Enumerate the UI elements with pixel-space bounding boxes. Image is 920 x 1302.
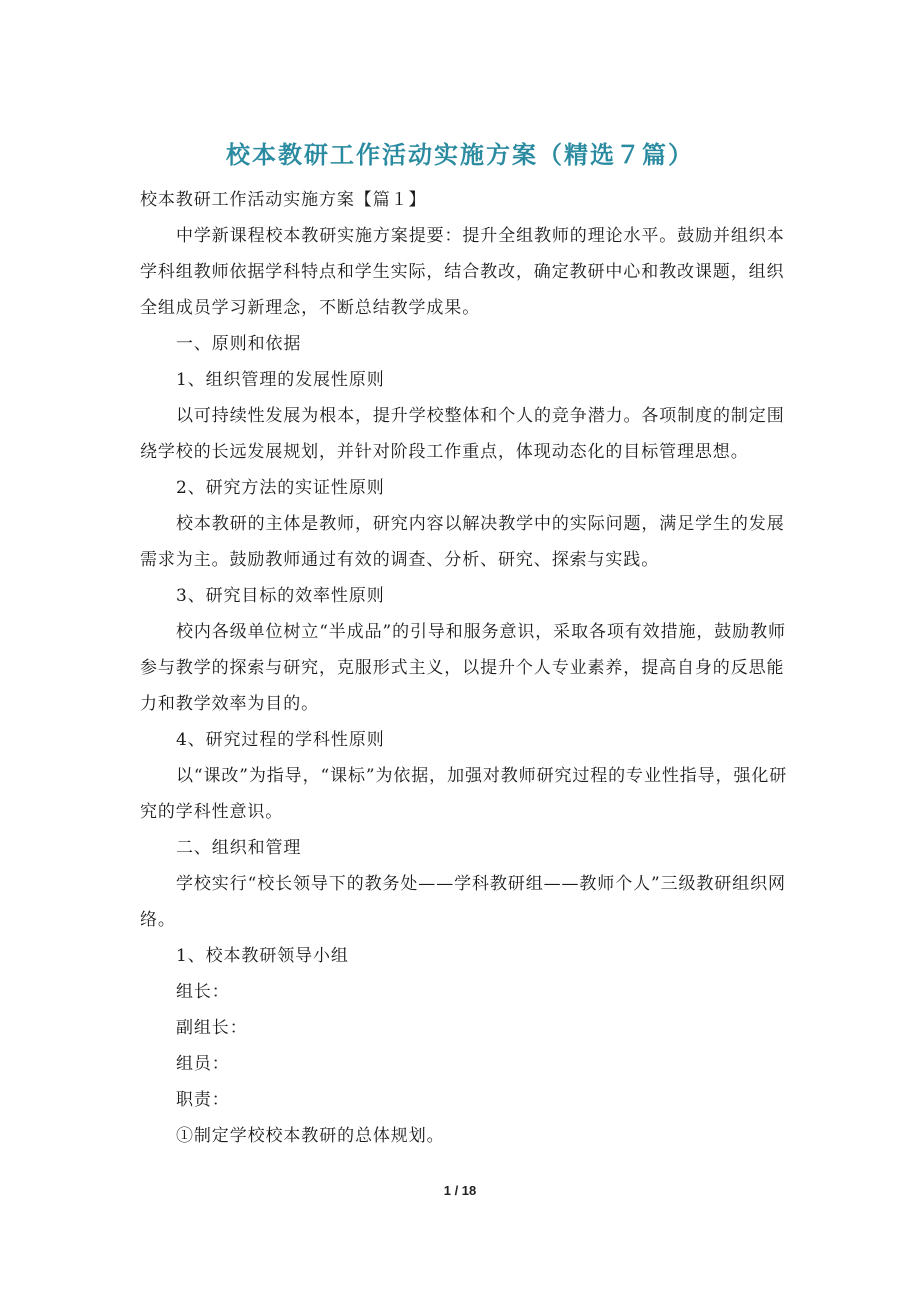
paragraph: 组长：	[176, 982, 230, 1002]
paragraph: 1、校本教研领导小组	[176, 946, 349, 966]
paragraph: 一、原则和依据	[176, 334, 302, 354]
paragraph: 以可持续性发展为根本，提升学校整体和个人的竞争潜力。各项制度的制定围绕学校的长远发展规划，并针对阶段工作重点，体现动态化的目标管理思想。	[140, 406, 785, 462]
paragraph: 3、研究目标的效率性原则	[176, 586, 385, 606]
page-number: 1 / 18	[443, 1183, 477, 1198]
paragraph: 职责：	[176, 1090, 230, 1110]
paragraph: 副组长：	[176, 1018, 248, 1038]
paragraph: 校本教研的主体是教师，研究内容以解决教学中的实际问题，满足学生的发展需求为主。鼓励教师通过有效的调查、分析、研究、探索与实践。	[140, 514, 785, 570]
paragraph: 校内各级单位树立“半成品”的引导和服务意识，采取各项有效措施，鼓励教师参与教学的探索与研究，克服形式主义，以提升个人专业素养，提高自身的反思能力和教学效率为目的。	[140, 622, 786, 714]
paragraph: ①制定学校校本教研的总体规划。	[176, 1126, 445, 1146]
paragraph: 二、组织和管理	[176, 838, 302, 858]
paragraph: 中学新课程校本教研实施方案提要：提升全组教师的理论水平。鼓励并组织本学科组教师依据学科特点和学生实际，结合教改，确定教研中心和教改课题，组织全组成员学习新理念，不断总结教学成果。	[140, 226, 785, 318]
paragraph: 4、研究过程的学科性原则	[176, 730, 385, 750]
section-heading: 校本教研工作活动实施方案【篇１】	[140, 190, 427, 210]
paragraph: 以“课改”为指导，“课标”为依据，加强对教师研究过程的专业性指导，强化研究的学科性意识。	[140, 766, 788, 822]
document-title: 校本教研工作活动实施方案（精选７篇）	[226, 140, 694, 169]
paragraph: 组员：	[176, 1054, 230, 1074]
paragraph: 学校实行“校长领导下的教务处——学科教研组——教师个人”三级教研组织网络。	[140, 874, 786, 930]
paragraph: 1、组织管理的发展性原则	[176, 370, 385, 390]
document-body	[140, 182, 788, 1154]
paragraph: 2、研究方法的实证性原则	[176, 478, 385, 498]
